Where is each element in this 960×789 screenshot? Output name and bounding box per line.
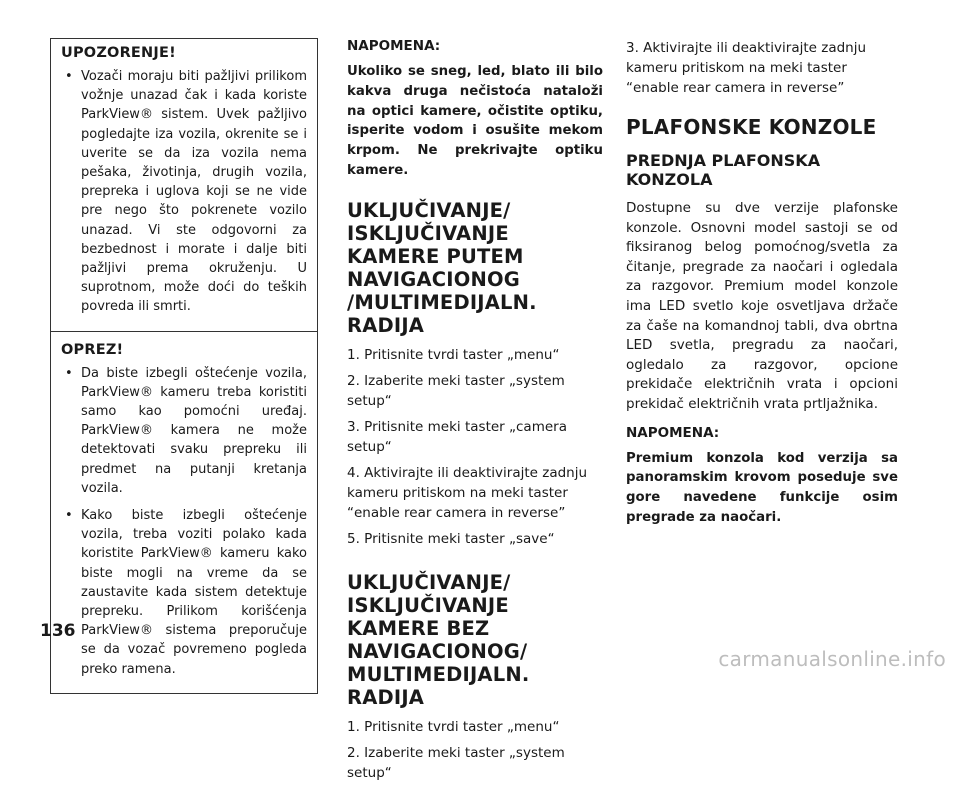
step-item: 2. Izaberite meki taster „system setup“ (347, 744, 565, 781)
note-text: Premium konzola kod verzija sa panoramskim krovom poseduje sve gore navedene funkcije osim pregrade za naočari. (626, 450, 898, 525)
watermark: carmanualsonline.info (718, 647, 946, 671)
step-item: 1. Pritisnite tvrdi taster „menu“ (347, 346, 560, 363)
right-column (626, 38, 898, 546)
caution-item: • Da biste izbegli oštećenje vozila, ParkView® kameru treba koristiti samo kao pomoćni uređaj. ParkView® kamera ne može detektovati svaku prepreku ili predmet na putanji kretanja vozila. (61, 364, 307, 498)
step-item: 3. Aktivirajte ili deaktivirajte zadnju kameru pritiskom na meki taster “enable rear camera in reverse” (626, 40, 867, 96)
section-heading-no-navigation: UKLJUČIVANJE/ ISKLJUČIVANJE KAMERE BEZ NAVIGACIONOG/ MULTIMEDIJALN. RADIJA (347, 570, 530, 709)
section-heading-overhead-consoles: PLAFONSKE KONZOLE (626, 115, 877, 139)
step-item: 3. Pritisnite meki taster „camera setup“ (347, 418, 567, 455)
warning-title: UPOZORENJE! (61, 45, 176, 61)
page-number: 136 (40, 621, 76, 641)
body-paragraph: Dostupne su dve verzije plafonske konzole. Osnovni model sastoji se od fiksiranog belog pomoćnog/svetla za čitanje, pregrade za naočari i ogledala za razgovor. Premium model konzole ima LED svetlo koje osvetljava držače za čaše na komandnoj tabli, dva obrtna LED svetla, pregradu za naočari, ogledalo za razgovor, opcione prekidače električnih vrata i opcioni prekidač električnih vrata prtljažnika. (626, 200, 898, 412)
middle-column (347, 38, 603, 789)
subsection-heading: PREDNJA PLAFONSKA KONZOLA (626, 151, 821, 189)
caution-box (50, 332, 318, 694)
step-item: 4. Aktivirajte ili deaktivirajte zadnju kameru pritiskom na meki taster “enable rear camera in reverse” (347, 464, 588, 521)
caution-item: • Kako biste izbegli oštećenje vozila, treba voziti polako kada koristite ParkView® kameru kako biste mogli na vreme da se zaustavite kada sistem detektuje prepreku. Prilikom korišćenja ParkView® sistema preporučuje se da vozač povremeno pogleda preko ramena. (61, 506, 307, 679)
step-item: 5. Pritisnite meki taster „save“ (347, 530, 555, 547)
warning-item: • Vozači moraju biti pažljivi prilikom vožnje unazad čak i kada koriste ParkView® sistem. Uvek pažljivo pogledajte iza vozila, okrenite se i uverite se da iza vozila nema pešaka, životinja, drugih vozila, prepreka i uglova koji se ne vide pre nego što pokrenete vozilo unazad. Vi ste odgovorni za bezbednost i morate i dalje biti pažljivi prema okruženju. U suprotnom, može doći do teških povreda ili smrti. (61, 67, 307, 317)
note-label: NAPOMENA: (626, 424, 720, 441)
note-label: NAPOMENA: (347, 38, 441, 54)
caution-title: OPREZ! (61, 341, 124, 358)
left-column (50, 38, 318, 694)
step-item: 1. Pritisnite tvrdi taster „menu“ (347, 718, 560, 735)
step-item: 2. Izaberite meki taster „system setup“ (347, 372, 565, 409)
section-heading-navigation: UKLJUČIVANJE/ ISKLJUČIVANJE KAMERE PUTEM NAVIGACIONOG /MULTIMEDIJALN. RADIJA (347, 198, 537, 337)
warning-box (50, 38, 318, 332)
note-text: Ukoliko se sneg, led, blato ili bilo kakva druga nečistoća nataloži na optici kamere, očistite optiku, isperite vodom i osušite mekom krpom. Ne prekrivajte optiku kamere. (347, 64, 603, 178)
